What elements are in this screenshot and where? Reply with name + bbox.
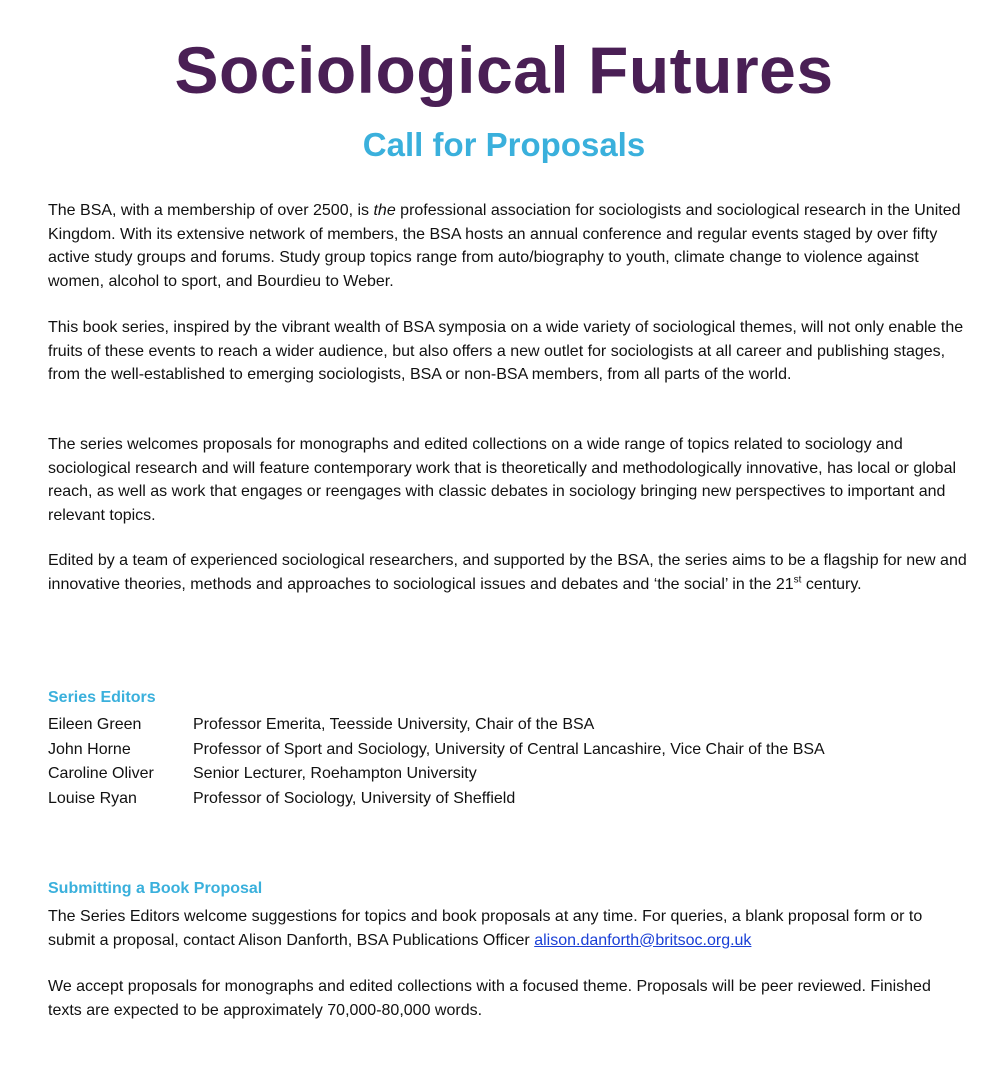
editor-role: Professor of Sociology, University of Sheffield <box>193 789 516 807</box>
page-subtitle: Call for Proposals <box>362 126 646 163</box>
superscript-st: st <box>793 574 802 586</box>
contact-email-link[interactable]: alison.danforth@britsoc.org.uk <box>534 931 752 949</box>
editor-role: Senior Lecturer, Roehampton University <box>193 765 477 782</box>
editor-name: John Horne <box>48 740 131 758</box>
editor-name: Eileen Green <box>48 716 142 733</box>
editor-row <box>48 762 968 787</box>
intro-paragraph-4: Edited by a team of experienced sociological researchers, and supported by the BSA, the series aims to be a flagship for new and innovative theories, methods and approaches to sociological issues and debates and ‘the social’ in the 21st century. <box>48 552 967 593</box>
editor-role: Professor Emerita, Teesside University, Chair of the BSA <box>193 716 595 733</box>
series-editors-list <box>48 713 968 811</box>
editor-name: Caroline Oliver <box>48 765 154 782</box>
submitting-paragraph-1: The Series Editors welcome suggestions for topics and book proposals at any time. For queries, a blank proposal form or to submit a proposal, contact Alison Danforth, BSA Publications Officer alison.danforth@britsoc.org.uk <box>48 908 923 949</box>
editor-name: Louise Ryan <box>48 789 137 807</box>
intro-paragraph-2: This book series, inspired by the vibrant wealth of BSA symposia on a wide variety of sociological themes, will not only enable the fruits of these events to reach a wider audience, but also offers a new outlet for sociologists at all career and publishing stages, from the well-established to emerging sociologists, BSA or non-BSA members, from all parts of the world. <box>48 319 964 383</box>
page-title: Sociological Futures <box>174 33 834 107</box>
editor-role: Professor of Sport and Sociology, University of Central Lancashire, Vice Chair of the BSA <box>193 740 825 758</box>
intro-paragraph-1: The BSA, with a membership of over 2500, is the professional association for sociologists and sociological research in the United Kingdom. With its extensive network of members, the BSA hosts an annual conference and regular events staged by over fifty active study groups and forums. Study group topics range from auto/biography to youth, climate change to violence against women, alcohol to sport, and Bourdieu to Weber. <box>48 202 961 290</box>
submitting-paragraph-2: We accept proposals for monographs and edited collections with a focused theme. Proposals will be peer reviewed. Finished texts are expected to be approximately 70,000-80,000 words. <box>48 978 931 1019</box>
submitting-proposal-heading: Submitting a Book Proposal <box>48 880 263 897</box>
editor-row <box>48 713 968 738</box>
series-editors-heading: Series Editors <box>48 689 156 706</box>
intro-paragraph-3: The series welcomes proposals for monographs and edited collections on a wide range of topics related to sociology and sociological research and will feature contemporary work that is theoretically and methodologically innovative, has local or global reach, as well as work that engages or reengages with classic debates in sociology bringing new perspectives to important and relevant topics. <box>48 436 957 524</box>
editor-row <box>48 738 968 763</box>
editor-row <box>48 787 968 812</box>
emphasis-the: the <box>373 202 396 219</box>
